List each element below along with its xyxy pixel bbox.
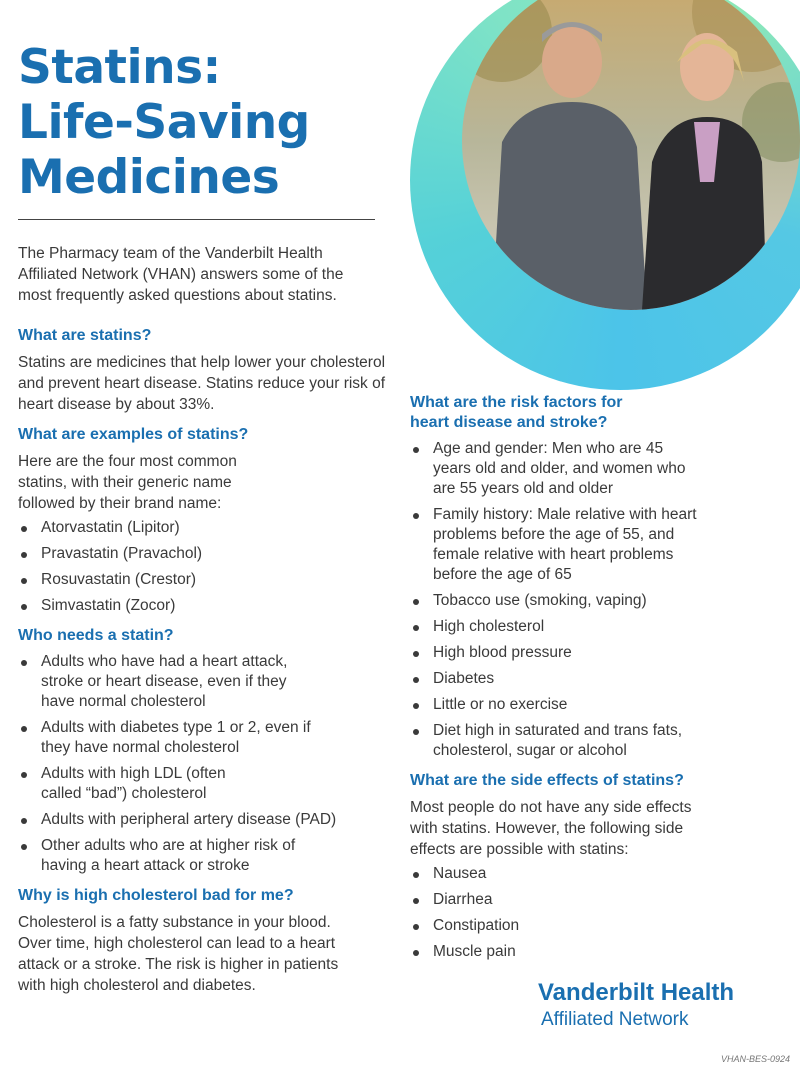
section-why-bad xyxy=(18,886,388,996)
section-what-are-statins xyxy=(18,326,388,415)
section-text: Most people do not have any side effects with statins. However, the following side effects are possible with statins: xyxy=(410,799,692,858)
list-item: Diarrhea xyxy=(410,890,790,910)
section-heading: What are statins? xyxy=(18,327,152,344)
section-heading: Why is high cholesterol bad for me? xyxy=(18,887,294,904)
list-item: Other adults who are at higher risk of having a heart attack or stroke xyxy=(18,836,318,876)
who-list xyxy=(18,652,388,876)
list-item: Adults with peripheral artery disease (PAD) xyxy=(18,810,388,830)
list-item: Nausea xyxy=(410,864,790,884)
section-text: Here are the four most common statins, with their generic name followed by their brand name: xyxy=(18,453,237,512)
logo-main-text: Vanderbilt Health xyxy=(538,979,735,1006)
title-line-2: Life-Saving xyxy=(18,95,310,150)
list-item: Family history: Male relative with heart problems before the age of 55, and female relative with heart problems before the age of 65 xyxy=(410,505,705,585)
section-heading: What are the risk factors for heart disease and stroke? xyxy=(410,394,623,431)
title-divider xyxy=(18,219,375,220)
list-item: Atorvastatin (Lipitor) xyxy=(18,518,388,538)
left-column xyxy=(18,326,388,1006)
document-code: VHAN-BES-0924 xyxy=(720,1054,790,1064)
list-item: High cholesterol xyxy=(410,617,705,637)
examples-list xyxy=(18,518,388,616)
right-column xyxy=(410,393,790,972)
list-item: Tobacco use (smoking, vaping) xyxy=(410,591,705,611)
side-effects-list xyxy=(410,864,790,962)
intro-paragraph: The Pharmacy team of the Vanderbilt Health Affiliated Network (VHAN) answers some of the most frequently asked questions about statins. xyxy=(18,245,344,304)
list-item: Little or no exercise xyxy=(410,695,705,715)
list-item: Constipation xyxy=(410,916,790,936)
section-text: Statins are medicines that help lower your cholesterol and prevent heart disease. Statins reduce your risk of heart disease by about 33%. xyxy=(18,354,386,413)
logo-sub-text: Affiliated Network xyxy=(541,1009,689,1030)
section-who-needs xyxy=(18,626,388,876)
section-heading: What are examples of statins? xyxy=(18,426,249,443)
list-item: Adults who have had a heart attack, stroke or heart disease, even if they have normal cholesterol xyxy=(18,652,318,712)
list-item: Rosuvastatin (Crestor) xyxy=(18,570,388,590)
section-risk-factors xyxy=(410,393,790,761)
section-text: Cholesterol is a fatty substance in your blood. Over time, high cholesterol can lead to a heart attack or a stroke. The risk is higher in patients with high cholesterol and diabetes. xyxy=(18,914,339,994)
list-item: Diet high in saturated and trans fats, cholesterol, sugar or alcohol xyxy=(410,721,705,761)
section-heading: What are the side effects of statins? xyxy=(410,772,684,789)
list-item: High blood pressure xyxy=(410,643,705,663)
list-item: Adults with high LDL (often called “bad”) cholesterol xyxy=(18,764,268,804)
list-item: Pravastatin (Pravachol) xyxy=(18,544,388,564)
title-line-1: Statins: xyxy=(18,40,221,95)
vanderbilt-logo xyxy=(538,978,778,1032)
list-item: Simvastatin (Zocor) xyxy=(18,596,388,616)
section-examples xyxy=(18,425,388,616)
list-item: Adults with diabetes type 1 or 2, even if they have normal cholesterol xyxy=(18,718,328,758)
list-item: Diabetes xyxy=(410,669,705,689)
risk-list xyxy=(410,439,705,761)
list-item: Age and gender: Men who are 45 years old and older, and women who are 55 years old and older xyxy=(410,439,705,499)
section-side-effects xyxy=(410,771,790,962)
page-title xyxy=(18,40,378,205)
section-heading: Who needs a statin? xyxy=(18,627,174,644)
list-item: Muscle pain xyxy=(410,942,790,962)
title-line-3: Medicines xyxy=(18,150,280,205)
